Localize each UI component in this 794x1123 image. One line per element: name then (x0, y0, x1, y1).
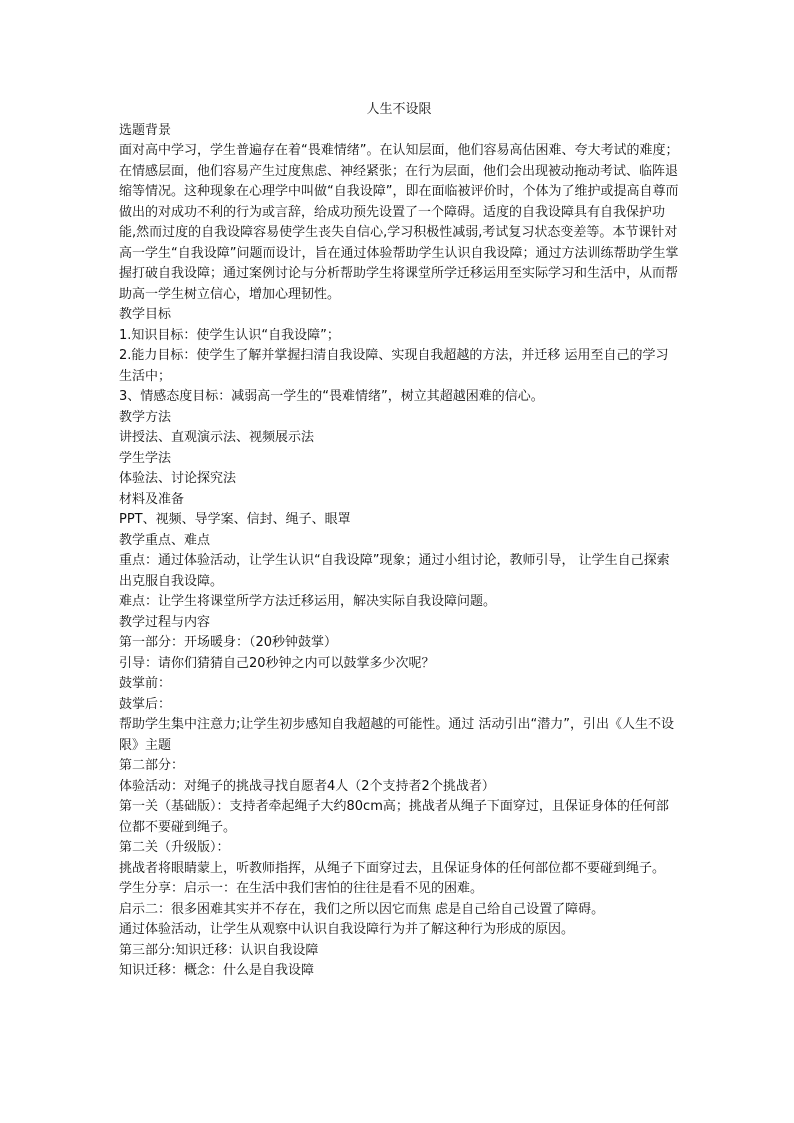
section-heading-learning-methods: 学生学法 (119, 450, 172, 466)
part-two-insight-two: 启示二：很多困难其实并不存在，我们之所以因它而焦 虑是自己给自己设置了障碍。 (119, 901, 605, 917)
part-two-heading: 第二部分： (119, 758, 185, 773)
section-heading-key-points: 教学重点、难点 (119, 532, 211, 548)
document-title: 人生不设限 (366, 102, 432, 117)
part-two-insight-one: 学生分享：启示一：在生活中我们害怕的往往是看不见的困难。 (119, 881, 484, 896)
part-one-after: 鼓掌后： (119, 696, 172, 712)
part-two-level-one: 第一关（基础版）：支持者牵起绳子大约80cm高；挑战者从绳子下面穿过，且保证身体的任何部位都不要碰到绳子。 (119, 799, 669, 835)
paragraph-methods: 讲授法、直观演示法、视频展示法 (119, 430, 315, 445)
objective-attitude: 3、情感态度目标：减弱高一学生的“畏难情绪”，树立其超越困难的信心。 (119, 389, 544, 404)
paragraph-background: 面对高中学习，学生普遍存在着“畏难情绪”。在认知层面，他们容易高估困难、夸大考试的难度；在情感层面，他们容易产生过度焦虑、神经紧张；在行为层面，他们会出现被动拖动考试、临阵退缩等情况。这种现象在心理学中叫做“自我设障”，即在面临被评价时，个体为了维护或提高自尊而做出的对成功不利的行为或言辞，给成功预先设置了一个障碍。适度的自我设障具有自我保护功能,然而过度的自我设障容易使学生丧失自信心,学习积极性减弱,考试复习状态变差等。本节课针对高一学生“自我设障”问题而设计，旨在通过体验帮助学生认识自我设障；通过方法训练帮助学生掌握打破自我设障；通过案例讨论与分析帮助学生将课堂所学迁移运用至实际学习和生活中，从而帮助高一学生树立信心，增加心理韧性。 (119, 143, 679, 302)
part-one-heading: 第一部分：开场暖身：（20秒钟鼓掌） (119, 635, 338, 650)
paragraph-difficult-point: 难点：让学生将课堂所学方法迁移运用，解决实际自我设障问题。 (119, 594, 497, 609)
paragraph-materials: PPT、视频、导学案、信封、绳子、眼罩 (119, 512, 351, 527)
part-one-purpose: 帮助学生集中注意力;让学生初步感知自我超越的可能性。通过 活动引出“潜力”，引出《人生不设限》主题 (119, 717, 674, 753)
section-heading-materials: 材料及准备 (119, 491, 185, 507)
part-three-concept: 知识迁移：概念：什么是自我设障 (119, 963, 315, 978)
part-two-activity: 体验活动：对绳子的挑战寻找自愿者4人（2个支持者2个挑战者） (119, 778, 495, 794)
part-one-guide: 引导：请你们猜猜自己20秒钟之内可以鼓掌多少次呢？ (119, 655, 435, 671)
objective-knowledge: 1.知识目标：使学生认识“自我设障”； (119, 327, 340, 343)
part-two-purpose: 通过体验活动，让学生从观察中认识自我设障行为并了解这种行为形成的原因。 (119, 922, 575, 937)
paragraph-key-point: 重点：通过体验活动，让学生认识“自我设障”现象；通过小组讨论，教师引导， 让学生自己探索出克服自我设障。 (119, 553, 670, 589)
section-heading-objectives: 教学目标 (119, 307, 172, 322)
section-heading-process: 教学过程与内容 (119, 614, 211, 630)
part-one-before: 鼓掌前： (119, 676, 172, 691)
part-three-heading: 第三部分:知识迁移：认识自我设障 (119, 942, 319, 958)
section-heading-background: 选题背景 (119, 122, 172, 138)
objective-ability: 2.能力目标：使学生了解并掌握扫清自我设障、实现自我超越的方法，并迁移 运用至自己的学习生活中； (119, 348, 669, 384)
part-two-level-two-heading: 第二关（升级版）： (119, 840, 230, 855)
section-heading-methods: 教学方法 (119, 409, 172, 425)
document-content (119, 100, 679, 982)
paragraph-learning-methods: 体验法、讨论探究法 (119, 471, 237, 486)
part-two-level-two: 挑战者将眼睛蒙上，听教师指挥，从绳子下面穿过去，且保证身体的任何部位都不要碰到绳子。 (119, 860, 666, 876)
